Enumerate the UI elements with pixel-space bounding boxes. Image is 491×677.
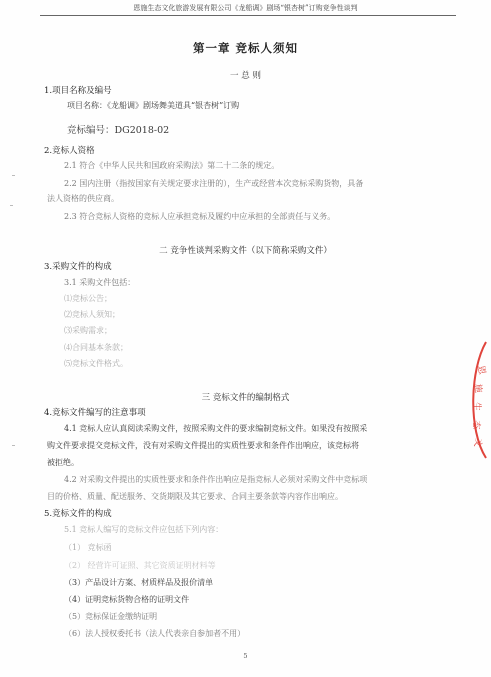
list-item: （1） 竞标函	[64, 543, 112, 552]
list-item: ⑴竞标公告；	[64, 294, 112, 303]
section-2-2-line1: 2.2 国内注册（指按国家有关规定要求注册的），生产或经营本次竞标采购货物，具备	[64, 179, 364, 188]
svg-text:恩: 恩	[475, 364, 487, 376]
page-header: 恩施生态文化旅游发展有限公司《龙船调》剧场“银杏树”订购竞争性谈判	[133, 4, 358, 12]
chapter-title: 第一章 竞标人须知	[192, 41, 298, 55]
section-5-1: 5.1 竞标人编写的竞标文件应包括下列内容：	[64, 525, 224, 534]
list-item: ⑵竞标人须知；	[64, 310, 120, 319]
list-item: （6）法人授权委托书（法人代表亲自参加者不用）	[64, 629, 246, 638]
part2-title: 二 竞争性谈判采购文件（以下简称采购文件）	[159, 246, 332, 256]
svg-text:生: 生	[471, 402, 481, 412]
section-4-1-line2: 购文件要求提交竞标文件，没有对采购文件提出的实质性要求和条件作出响应，该竞标将	[47, 441, 359, 450]
list-item: （2） 经营许可证照、其它资质证明材料等	[64, 561, 216, 570]
project-name: 项目名称：《龙船调》剧场舞美道具“银杏树”订购	[67, 101, 240, 110]
svg-text:文: 文	[471, 437, 483, 449]
list-item: ⑶采购需求；	[64, 326, 112, 335]
seal-stamp	[464, 340, 488, 460]
section-2-title: 2.竞标人资格	[44, 146, 95, 156]
part3-title: 三 竞标文件的编制格式	[201, 393, 290, 403]
list-item: （5）竞标保证金缴纳证明	[64, 612, 158, 621]
section-2-1: 2.1 符合《中华人民共和国政府采购法》第二十二条的规定。	[64, 161, 280, 170]
section-3-1: 3.1 采购文件包括：	[64, 278, 136, 287]
page-number: 5	[243, 652, 248, 660]
section-1-title: 1.项目名称及编号	[44, 86, 112, 96]
header-rule	[40, 15, 456, 16]
scan-mark	[12, 445, 15, 446]
part1-title: 一 总 则	[230, 71, 261, 81]
svg-text:态: 态	[470, 419, 481, 430]
list-item: ⑸竞标文件格式。	[64, 359, 128, 368]
scan-mark	[12, 175, 15, 176]
section-4-1-line1: 4.1 竞标人应认真阅读采购文件，按照采购文件的要求编制竞标文件。如果没有按照采	[64, 424, 368, 433]
section-5-title: 5.竞标文件的构成	[44, 509, 112, 519]
section-4-2-line1: 4.2 对采购文件提出的实质性要求和条件作出响应是指竞标人必须对采购文件中竞标项	[64, 475, 368, 484]
project-number: 竞标编号：DG2018-02	[67, 125, 170, 136]
section-4-2-line2: 目的价格、质量、配送服务、交货期限及其它要求、合同主要条款等内容作出响应。	[47, 492, 343, 501]
section-4-1-line3: 被拒绝。	[47, 458, 79, 467]
section-2-3: 2.3 符合竞标人资格的竞标人应承担竞标及履约中应承担的全部责任与义务。	[64, 212, 336, 221]
scan-mark	[10, 205, 13, 206]
svg-text:施: 施	[472, 383, 483, 394]
section-2-2-line2: 法人资格的供应商。	[47, 194, 119, 203]
list-item: ⑷合同基本条款；	[64, 343, 128, 352]
section-3-title: 3.采购文件的构成	[44, 262, 112, 272]
list-item: （3）产品设计方案、材质样品及报价清单	[64, 578, 214, 587]
list-item: （4）证明竞标货物合格的证明文件	[64, 595, 190, 604]
section-4-title: 4.竞标文件编写的注意事项	[44, 408, 146, 418]
